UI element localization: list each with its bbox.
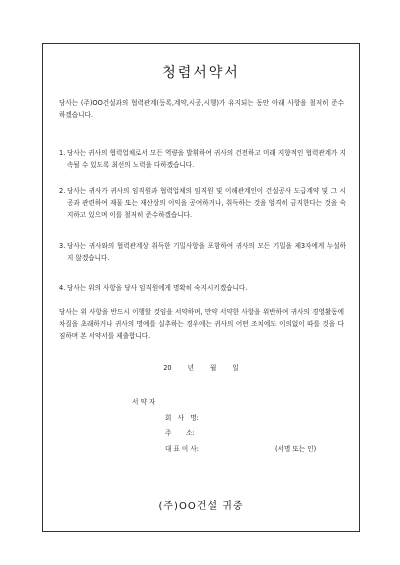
pledge-item: [59, 282, 346, 294]
address-label: 주 소:: [165, 429, 195, 437]
ceo-label: 대 표 이 사:: [165, 445, 199, 453]
company-name-label: 회 사 명:: [165, 414, 199, 422]
date-day: 일: [232, 364, 239, 372]
signature-note: (서명 또는 인): [275, 445, 317, 453]
recipient-footer: (주)OO건설 귀중: [158, 501, 244, 512]
pledge-item-number: 2.: [59, 187, 66, 195]
pledge-item-text: 당사는 귀사와의 협력관계상 취득한 기밀사항을 포함하여 귀사의 모든 기밀을 제3자에게 누설하지 않겠습니다.: [67, 242, 346, 262]
document-frame: [42, 43, 360, 532]
pledge-item-text: 당사는 귀사의 협력업체로서 모든 역량을 발휘하여 귀사의 건전하고 미래 지향적인 협력관계가 지속될 수 있도록 최선의 노력을 다하겠습니다.: [67, 149, 346, 169]
signer-heading: 서 약 자: [132, 398, 156, 406]
pledge-item-number: 1.: [59, 149, 66, 157]
closing-paragraph: 당사는 위 사항을 반드시 이행할 것임을 서약하며, 만약 서약한 사항을 위반하여 귀사의 경영활동에 차질을 초래하거나 귀사의 명예를 실추하는 경우에는 귀사의 어떤 조치에도 이의없이 따를 것을 다짐하며 본 서약서를 제출합니다.: [59, 308, 344, 340]
pledge-item-text: 당사는 귀사가 귀사의 임직원과 협력업체의 임직원 및 이해관계인이 건설공사 도급계약 및 그 시공과 관련하여 재물 또는 재산상의 이익을 공여하거나, 취득하는 것을 엄격히 금지한다는 것을 숙지하고 있으며 이를 철저히 준수하겠습니다.: [67, 187, 346, 219]
date-year-unit: 년: [187, 364, 194, 372]
date-month: 월: [210, 364, 217, 372]
pledge-item-number: 4.: [59, 284, 66, 292]
pledge-item: [59, 240, 346, 264]
date-line: [43, 362, 359, 372]
pledge-item-number: 3.: [59, 242, 66, 250]
pledge-item: [59, 147, 346, 171]
document-title: 청렴서약서: [162, 65, 240, 81]
intro-paragraph: 당사는 (주)OO건설과의 협력관계(등록,계약,시공,시행)가 유지되는 동안 아래 사항을 철저히 준수하겠습니다.: [59, 99, 344, 119]
pledge-item: [59, 185, 346, 221]
date-year: 20: [163, 364, 172, 372]
pledge-item-text: 당사는 위의 사항을 당사 임직원에게 명확히 숙지시키겠습니다.: [67, 284, 248, 292]
